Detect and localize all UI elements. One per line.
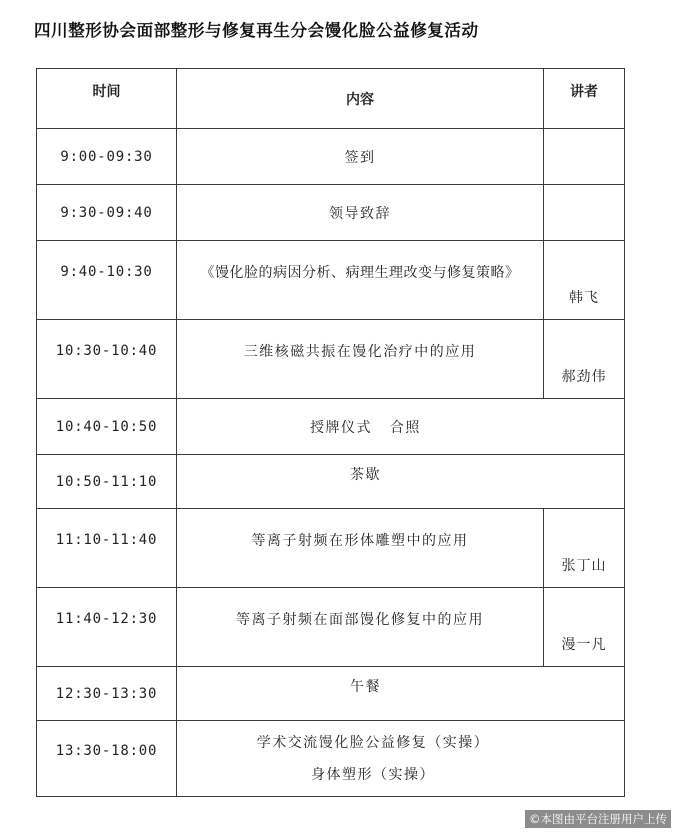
row-speaker — [544, 185, 625, 241]
row-time-text: 9:40-10:30 — [60, 264, 153, 280]
row-content-text: 等离子射频在面部馒化修复中的应用 — [236, 612, 484, 628]
row-content — [177, 588, 544, 667]
row-speaker: 韩飞 — [544, 241, 625, 320]
row-content — [177, 455, 625, 509]
header-speaker: 讲者 — [544, 69, 625, 129]
row-content-text: 《馒化脸的病因分析、病理生理改变与修复策略》 — [200, 265, 520, 281]
row-time — [37, 241, 177, 320]
document-title: 四川整形协会面部整形与修复再生分会馒化脸公益修复活动 — [34, 21, 479, 40]
row-time: 9:30-09:40 — [37, 185, 177, 241]
row-content: 领导致辞 — [177, 185, 544, 241]
row-speaker: 张丁山 — [544, 509, 625, 588]
table-row — [37, 721, 625, 797]
row-speaker — [544, 129, 625, 185]
table-row — [37, 588, 625, 667]
table-row — [37, 129, 625, 185]
row-time: 10:40-10:50 — [37, 399, 177, 455]
row-content-text: 三维核磁共振在馒化治疗中的应用 — [243, 344, 477, 360]
row-content — [177, 667, 625, 721]
row-time — [37, 588, 177, 667]
row-time: 12:30-13:30 — [37, 667, 177, 721]
row-time-text: 10:30-10:40 — [55, 343, 158, 359]
row-content-text: 午餐 — [350, 678, 381, 695]
row-content — [177, 320, 544, 399]
row-content — [177, 721, 625, 797]
row-speaker: 郝劲伟 — [544, 320, 625, 399]
row-time-text: 13:30-18:00 — [55, 742, 158, 759]
row-content-line: 学术交流馒化脸公益修复（实操） — [256, 734, 490, 751]
row-time-text: 11:40-12:30 — [55, 611, 158, 627]
row-content-line: 身体塑形（实操） — [311, 766, 435, 783]
row-speaker: 漫一凡 — [544, 588, 625, 667]
row-content: 签到 — [177, 129, 544, 185]
table-row — [37, 399, 625, 455]
row-time: 9:00-09:30 — [37, 129, 177, 185]
table-header-row — [37, 69, 625, 129]
row-content — [177, 509, 544, 588]
header-content: 内容 — [177, 69, 544, 129]
table-row — [37, 509, 625, 588]
row-content — [177, 241, 544, 320]
row-content-text: 等离子射频在形体雕塑中的应用 — [251, 533, 469, 549]
row-time — [37, 509, 177, 588]
row-time — [37, 320, 177, 399]
table-row — [37, 667, 625, 721]
table-row — [37, 320, 625, 399]
table-row — [37, 241, 625, 320]
schedule-table — [36, 68, 625, 797]
table-row — [37, 185, 625, 241]
table-row — [37, 455, 625, 509]
row-content-text: 茶歇 — [350, 466, 381, 483]
row-time — [37, 721, 177, 797]
row-time-text: 11:10-11:40 — [55, 532, 158, 548]
watermark: ©本图由平台注册用户上传 — [525, 810, 671, 828]
row-time: 10:50-11:10 — [37, 455, 177, 509]
row-content: 授牌仪式 合照 — [177, 399, 625, 455]
header-time: 时间 — [37, 69, 177, 129]
